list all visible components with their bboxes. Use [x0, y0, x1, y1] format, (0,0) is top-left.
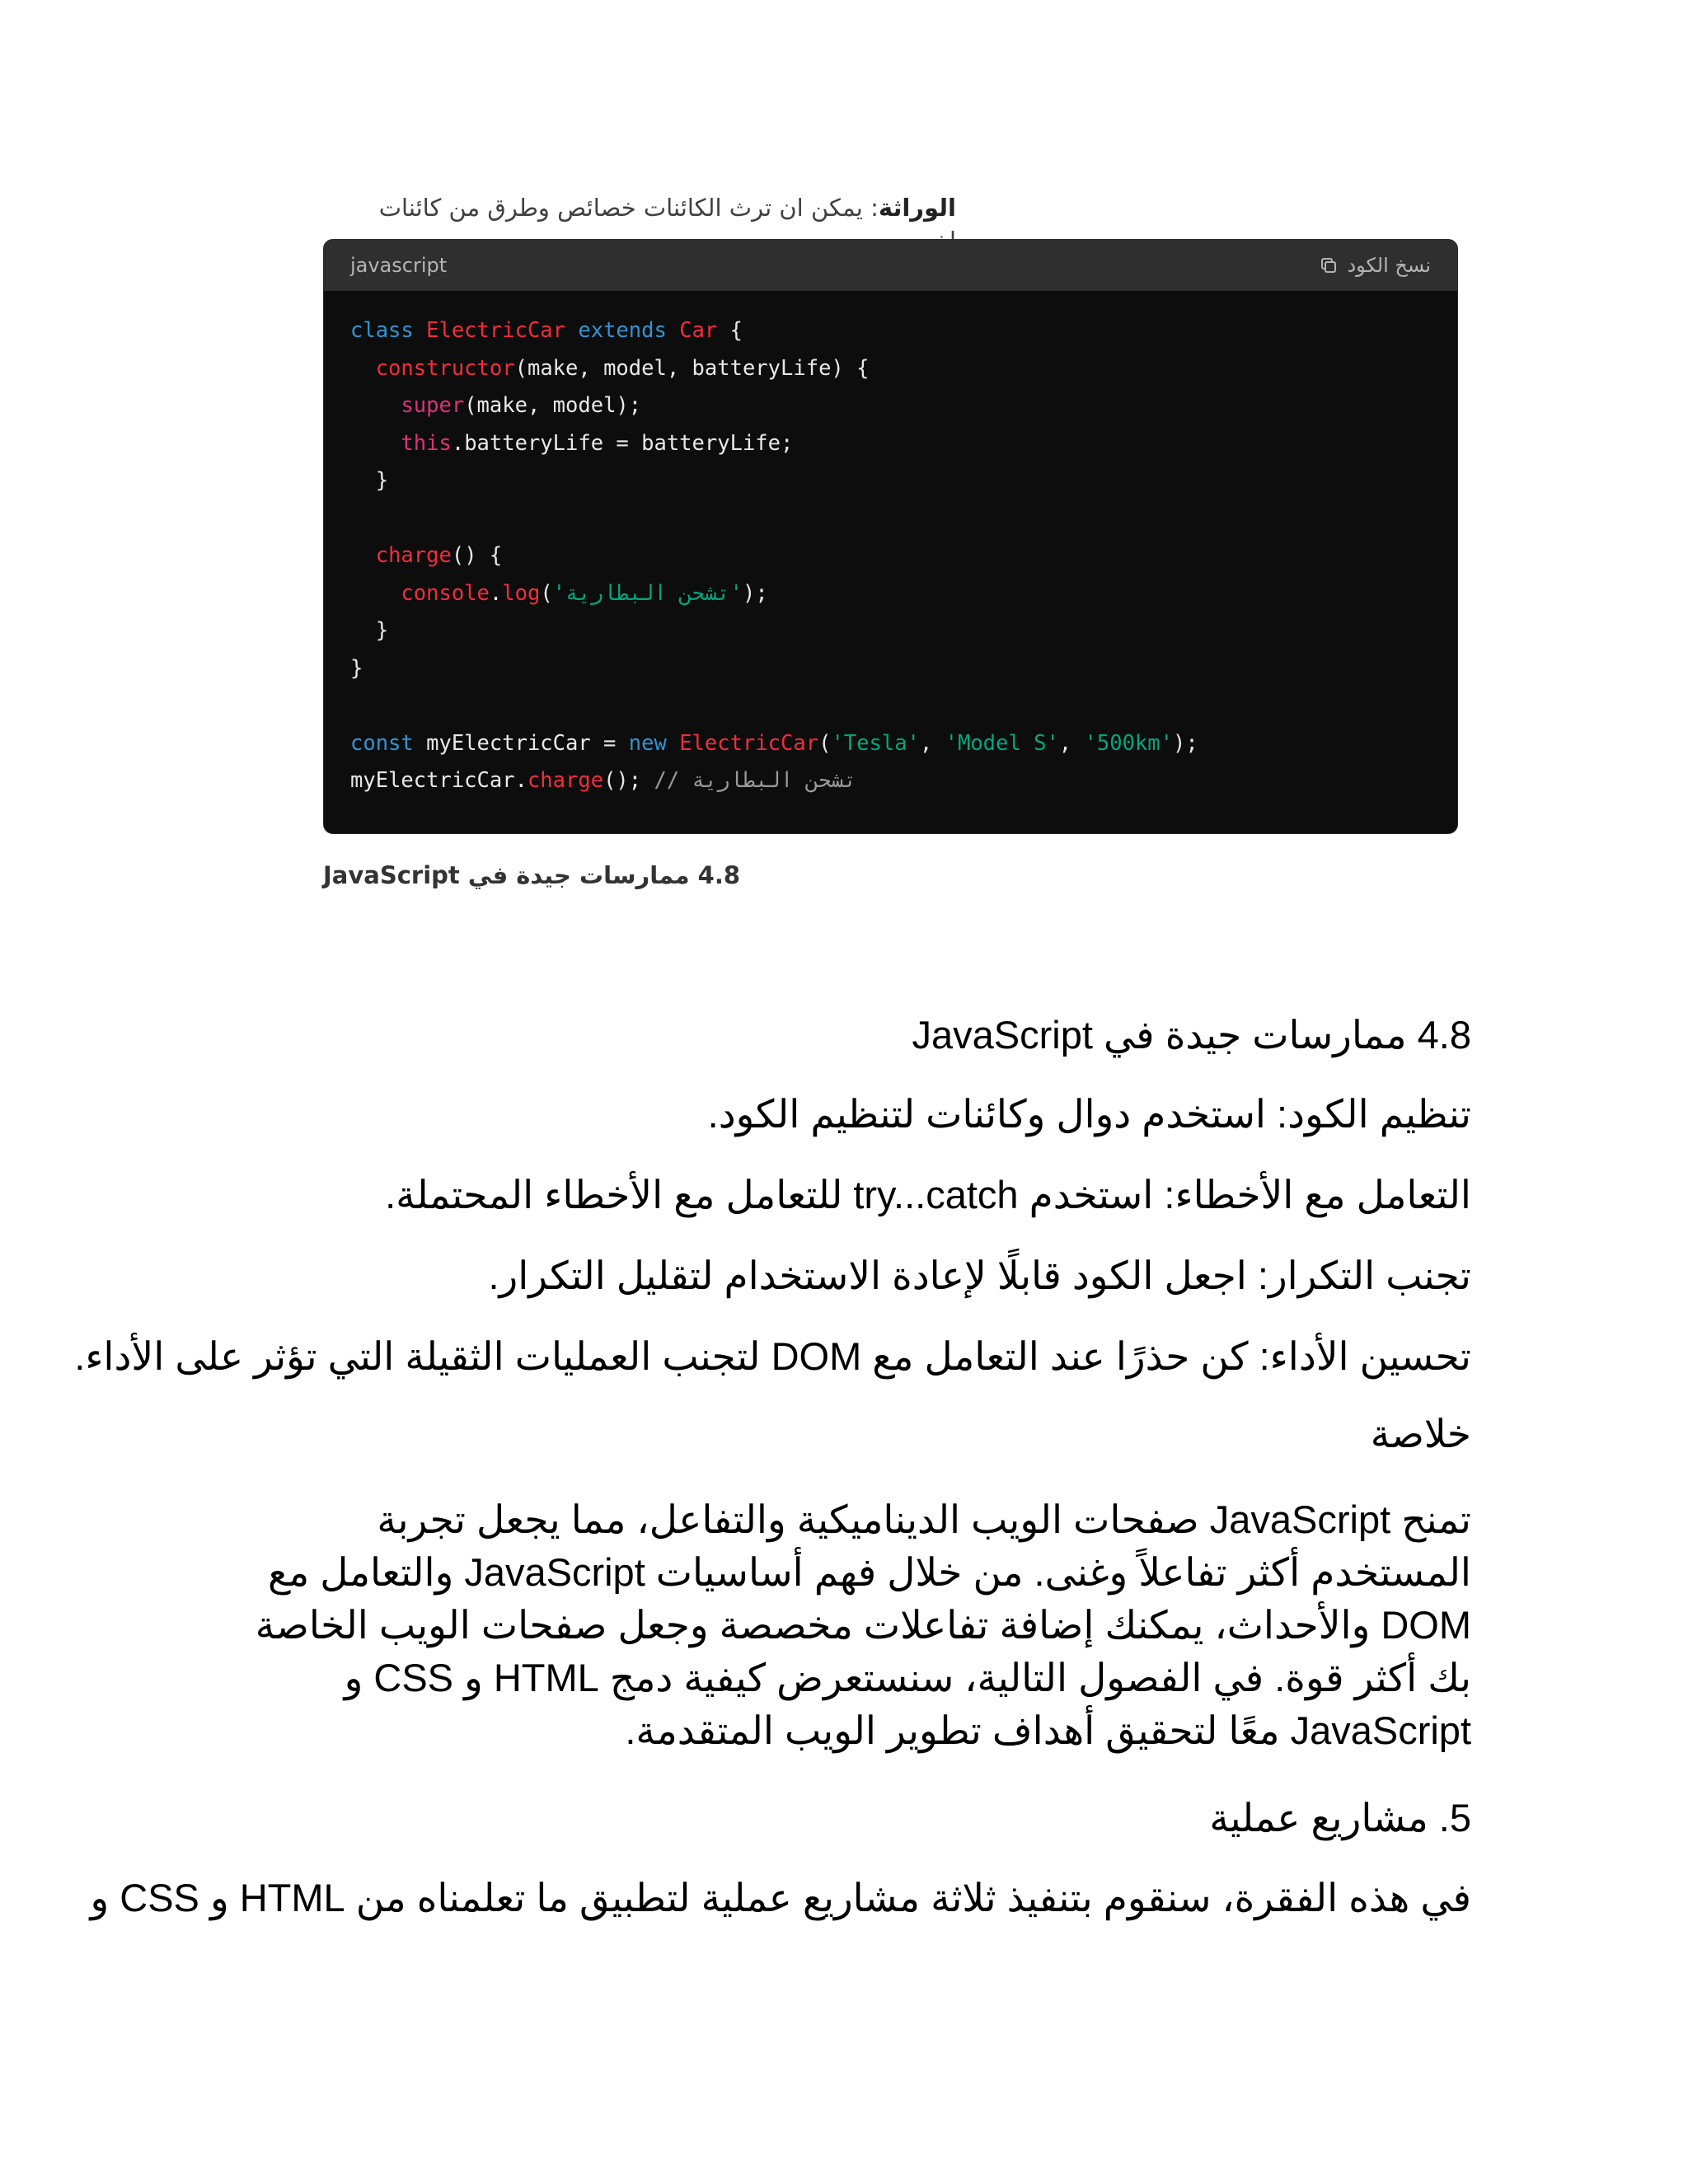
code-language-label: javascript [350, 254, 448, 277]
code-line: this.batteryLife = batteryLife; [401, 430, 794, 456]
code-line: } [350, 618, 389, 643]
summary-heading: خلاصة [1370, 1412, 1471, 1455]
code-caption: 4.8 ممارسات جيدة في JavaScript [323, 861, 741, 889]
summary-paragraph: تمنح JavaScript صفحات الويب الديناميكية والتفاعل، مما يجعل تجربة المستخدم أكثر تفاعلاً وغنى. من خلال فهم أساسيات JavaScript والتعامل مع DOM والأحداث، يمكنك إضافة تفاعلات مخصصة وجعل صفحات الويب الخاصة بك أكثر قوة. في الفصول التالية، سنستعرض كيفية دمج HTML و CSS و JavaScript معًا لتحقيق أهداف تطوير الويب المتقدمة. [255, 1497, 1471, 1752]
code-line: super(make, model); [401, 393, 642, 418]
intro-bold-term: الوراثة [878, 194, 956, 222]
code-line: console.log('تشحن البطارية'); [401, 580, 768, 606]
section-intro: في هذه الفقرة، سنقوم بتنفيذ ثلاثة مشاريع عملية لتطبيق ما تعلمناه من HTML و CSS و [90, 1876, 1471, 1919]
code-line: const myElectricCar = new ElectricCar('Tesla', 'Model S', '500km'); [350, 730, 1198, 756]
practice-item: التعامل مع الأخطاء: استخدم try...catch للتعامل مع الأخطاء المحتملة. [385, 1173, 1471, 1216]
code-line: class ElectricCar extends Car { [350, 318, 743, 343]
code-line: constructor(make, model, batteryLife) { [375, 355, 870, 381]
code-line: myElectricCar.charge(); // تشحن البطارية [350, 768, 857, 793]
code-line: charge() { [375, 543, 503, 568]
practice-item: تنظيم الكود: استخدم دوال وكائنات لتنظيم الكود. [707, 1092, 1471, 1136]
code-line [350, 500, 1431, 538]
section-heading: 5. مشاريع عملية [1209, 1796, 1471, 1840]
practices-heading: 4.8 ممارسات جيدة في JavaScript [912, 1013, 1471, 1057]
code-line [350, 687, 1431, 725]
code-line: } [350, 655, 363, 681]
intro-text: : يمكن ان ترث الكائنات خصائص وطرق من كائنات [378, 194, 879, 222]
copy-code-label: نسخ الكود [1347, 254, 1431, 277]
code-block [323, 239, 1458, 834]
copy-icon [1319, 255, 1339, 275]
code-content [324, 291, 1457, 800]
code-block-header [324, 240, 1457, 291]
practice-item: تجنب التكرار: اجعل الكود قابلًا لإعادة الاستخدام لتقليل التكرار. [488, 1254, 1471, 1297]
copy-code-button[interactable] [1319, 254, 1431, 277]
code-line: } [350, 468, 389, 493]
practice-item: تحسين الأداء: كن حذرًا عند التعامل مع DOM لتجنب العمليات الثقيلة التي تؤثر على الأداء. [74, 1334, 1471, 1378]
